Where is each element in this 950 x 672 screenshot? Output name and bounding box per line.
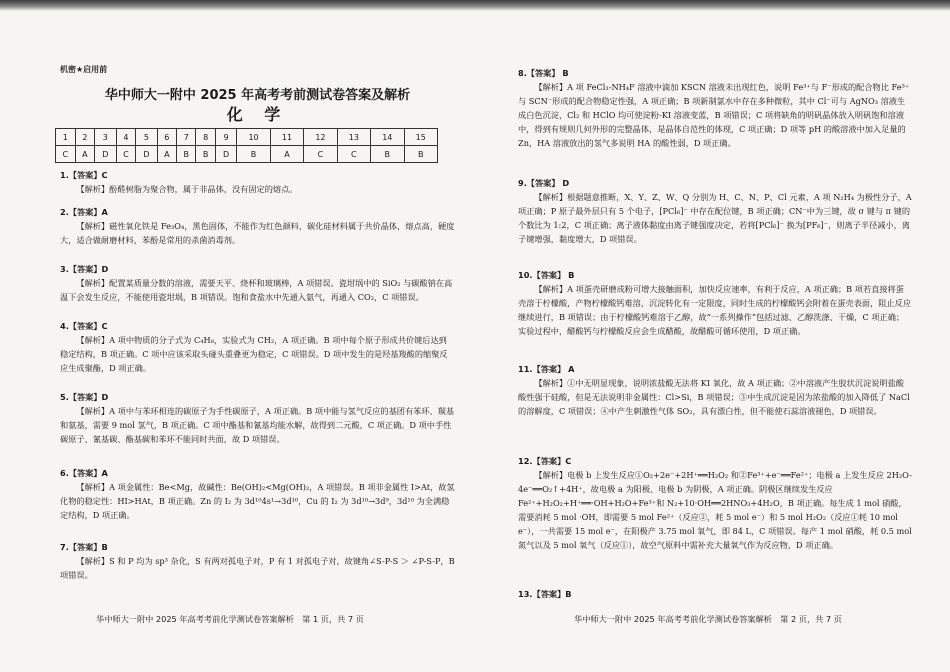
q5-answer: 5.【答案】D [60, 392, 109, 402]
answer-letter-cell: B [404, 146, 438, 163]
q4-answer: 4.【答案】C [60, 321, 108, 331]
q7-answer: 7.【答案】B [60, 542, 108, 552]
q11-explanation: 【解析】①中无明显现象，说明浓盐酸无法将 KI 氧化，故 A 项正确；②中溶液产生胶状沉淀说明盐酸酸性强于硅酸，但是无法说明非金属性：Cl>Si，B 项错误；③中生成沉淀是因为浓盐酸的加入降低了 NaCl 的溶解度，C 项错误；④中产生刺激性气体 SO₂，具有漂白性，但不能使石蕊溶液褪色，D 项错误。 [518, 378, 910, 416]
q3-block [60, 262, 455, 304]
q4-block [60, 319, 455, 375]
q8-answer: 8.【答案】 B [518, 68, 569, 78]
answer-number-cell: 3 [95, 129, 116, 146]
answer-number-cell: 4 [116, 129, 136, 146]
q10-explanation: 【解析】A 项蛋壳研磨成粉可增大接触面积，加快反应速率，有利于反应，A 项正确；B 项若直接将蛋壳溶于柠檬酸，产物柠檬酸钙难溶，沉淀转化有一定限度，同时生成的柠檬酸钙会附着在蛋壳表面，阻止反应继续进行，B 项错误；由于柠檬酸钙难溶于乙醇，故“一系列操作”包括过滤、乙醇洗涤、干燥，C 项正确；实验过程中，醋酸钙与柠檬酸反应会生成醋酸，故醋酸可循环使用，D 项正确。 [518, 284, 912, 336]
answer-letter-cell: A [157, 146, 176, 163]
page-footer-left: 华中师大一附中 2025 年高考考前化学测试卷答案解析 第 1 页，共 7 页 [96, 614, 364, 624]
answer-letter-cell: C [56, 146, 76, 163]
answer-number-cell: 13 [337, 129, 370, 146]
q9-block [518, 176, 912, 246]
q6-explanation: 【解析】A 项金属性：Be<Mg，故碱性：Be(OH)₂<Mg(OH)₂，A 项错误。B 项非金属性 I>At，故氢化物的稳定性：HI>HAt，B 项正确。Zn 的 I₂ 为 3d¹⁰4s¹→3d¹⁰，Cu 的 I₂ 为 3d¹⁰→3d⁹，3d¹⁰ 为全满稳定结构，D 项正确。 [60, 482, 455, 520]
answer-number-cell: 5 [136, 129, 157, 146]
q13-block [518, 587, 912, 601]
answer-letter-cell: B [371, 146, 404, 163]
q4-explanation: 【解析】A 项中物质的分子式为 C₄H₈，实验式为 CH₂，A 项正确。B 项中每个原子形成共价键后达到稳定结构，B 项正确。C 项中应该采取头碰头重叠更为稳定，C 项错误。D 项中发生的是羟基羧酸的缩聚反应生成聚酯，D 项正确。 [60, 335, 448, 373]
q9-answer: 9.【答案】 D [518, 178, 570, 188]
q8-block [518, 66, 912, 150]
answer-table [55, 128, 438, 163]
q12-block [518, 454, 912, 552]
answer-letter-cell: B [196, 146, 215, 163]
q5-block [60, 390, 455, 446]
q3-answer: 3.【答案】D [60, 264, 109, 274]
answer-number-cell: 1 [56, 129, 76, 146]
confidential-label: 机密★启用前 [60, 65, 108, 74]
q3-explanation: 【解析】配置某质量分数的溶液，需要天平、烧杯和玻璃棒，A 项错误。瓷坩埚中的 SiO₂ 与碳酸钠在高温下会发生反应，不能使用瓷坩埚，B 项错误。饱和食盐水中先通入氨气，再通入 CO₂，C 项错误。 [60, 278, 453, 302]
answer-number-cell: 11 [270, 129, 303, 146]
q13-answer: 13.【答案】B [518, 589, 572, 599]
answer-number-cell: 7 [177, 129, 196, 146]
q2-answer: 2.【答案】A [60, 207, 108, 217]
q2-block [60, 205, 455, 247]
q10-block [518, 268, 912, 338]
answer-letter-cell: D [136, 146, 157, 163]
answer-letter-cell: C [116, 146, 136, 163]
q7-explanation: 【解析】S 和 P 均为 sp³ 杂化，S 有两对孤电子对，P 有 1 对孤电子对，故键角∠S-P-S ＞ ∠P-S-P，B 项错误。 [60, 556, 455, 580]
answer-number-cell: 12 [304, 129, 337, 146]
answer-letter-cell: C [337, 146, 370, 163]
q12-answer: 12.【答案】C [518, 456, 572, 466]
answer-number-row [56, 129, 438, 146]
q1-block [60, 168, 455, 196]
q11-block [518, 362, 912, 418]
answer-letter-cell: D [95, 146, 116, 163]
q1-explanation: 【解析】酚醛树脂为聚合物，属于非晶体，没有固定的熔点。 [76, 184, 298, 194]
page-footer-right: 华中师大一附中 2025 年高考考前化学测试卷答案解析 第 2 页，共 7 页 [574, 614, 842, 624]
answer-number-cell: 9 [215, 129, 236, 146]
answer-letter-cell: B [237, 146, 270, 163]
answer-number-cell: 2 [75, 129, 94, 146]
q8-explanation: 【解析】A 项 FeCl₃-NH₄F 溶液中滴加 KSCN 溶液未出现红色，说明 Fe³⁺与 F⁻形成的配合物比 Fe³⁺与 SCN⁻形成的配合物稳定性强，A 项正确；B 项新制氯水中存在多种微粒，其中 Cl⁻可与 AgNO₃ 溶液生成白色沉淀，Cl₂ 和 HClO 均可使淀粉-KI 溶液变蓝，B 项错误；C 项将缺角的明矾晶体放入明矾饱和溶液中，得到有规则几何外形的完整晶体，是晶体自范性的体现，C 项正确；D 项等 pH 的酸溶液中加入足量的 Zn，HA 溶液放出的氢气多说明 HA 的酸性弱，D 项正确。 [518, 82, 910, 148]
answer-number-cell: 8 [196, 129, 215, 146]
answer-number-cell: 10 [237, 129, 270, 146]
answer-number-cell: 15 [404, 129, 438, 146]
q6-answer: 6.【答案】A [60, 468, 108, 478]
q5-explanation: 【解析】A 项中与苯环相连的碳原子为手性碳原子，A 项正确。B 项中能与氢气反应的基团有苯环、羰基和氨基，需要 9 mol 氢气，B 项正确。C 项中酯基和氰基均能水解，故得到二元酸，C 项正确。D 项中手性碳原子、氰基碳、酯基碳和苯环不能同时共面，故 D 项错误。 [60, 406, 455, 444]
q7-block [60, 540, 455, 582]
q10-answer: 10.【答案】 B [518, 270, 575, 280]
q2-explanation: 【解析】磁性氧化铁是 Fe₃O₄，黑色固体，不能作为红色颜料，碳化硅材料属于共价晶体，熔点高，硬度大，适合做耐磨材料，苯酚是常用的杀菌消毒剂。 [60, 221, 455, 245]
answer-letter-cell: D [215, 146, 236, 163]
answer-number-cell: 14 [371, 129, 404, 146]
answer-letter-row [56, 146, 438, 163]
answer-letter-cell: A [75, 146, 94, 163]
q9-explanation: 【解析】根据题意推断，X、Y、Z、W、Q 分别为 H、C、N、P、Cl 元素，A 项 N₂H₄ 为极性分子，A 项正确；P 原子最外层只有 5 个电子，[PCl₆]⁻ 中存在配位键，B 项正确；CN⁻中为三键，故 σ 键与 π 键的个数比为 1:2，C 项正确；离子液体黏度由离子键强度决定，若将[PCl₆]⁻ 换为[PF₆]⁻，则离子半径减小，离子键增强，黏度增大，D 项错误。 [518, 192, 912, 244]
q6-block [60, 466, 455, 522]
answer-number-cell: 6 [157, 129, 176, 146]
scan-edge [0, 0, 950, 11]
answer-letter-cell: A [270, 146, 303, 163]
q12-explanation: 【解析】电极 b 上发生反应①O₂+2e⁻+2H⁺══H₂O₂ 和②Fe³⁺+e⁻══Fe²⁺；电极 a 上发生反应 2H₂O-4e⁻══O₂↑+4H⁺，故电极 a 为阳极、电极 b 为阴极，A 项正确。阴极区继续发生反应 Fe²⁺+H₂O₂+H⁺══·OH+H₂O+Fe³⁺和 N₂+10·OH══2HNO₃+4H₂O，B 项正确。每生成 1 mol 硝酸，需要消耗 5 mol ·OH，即需要 5 mol Fe²⁺（反应②，耗 5 mol e⁻）和 5 mol H₂O₂（反应①耗 10 mol e⁻），一共需要 15 mol e⁻，在阳极产 3.75 mol 氧气，即 84 L，C 项错误。每产 1 mol 硝酸，耗 0.5 mol 氮气以及 5 mol 氧气（反应①），故空气原料中需补充大量氧气作为反应物，D 项正确。 [518, 470, 912, 550]
q1-answer: 1.【答案】C [60, 170, 108, 180]
q11-answer: 11.【答案】 A [518, 364, 575, 374]
subject-title: 化 学 [226, 105, 289, 124]
answer-letter-cell: C [304, 146, 337, 163]
page-title: 华中师大一附中 2025 年高考考前测试卷答案及解析 [104, 88, 411, 103]
answer-letter-cell: B [177, 146, 196, 163]
